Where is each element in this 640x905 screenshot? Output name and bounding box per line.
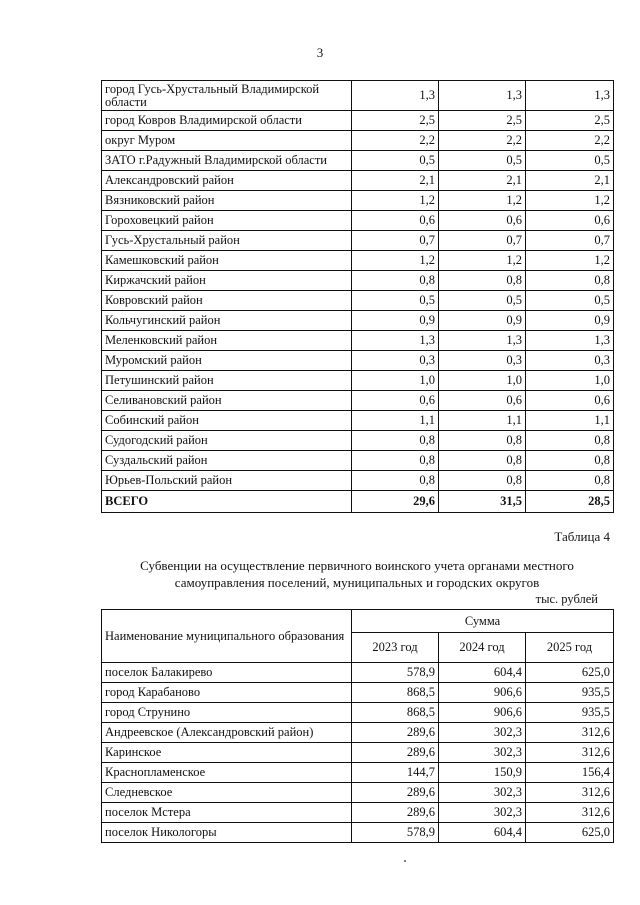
row-name-cell: Судогодский район [102,431,352,451]
row-value-2023: 0,8 [352,451,439,471]
total-label: ВСЕГО [102,491,352,513]
row-value-2023: 0,9 [352,311,439,331]
table-row [102,391,614,411]
row-value-2025: 1,0 [526,371,614,391]
row-name-cell: поселок Никологоры [102,823,352,843]
table-row [102,251,614,271]
row-name-cell: Вязниковский район [102,191,352,211]
table-row [102,471,614,491]
table-title: Субвенции на осуществление первичного воинского учета органами местного самоуправления поселений, муниципальных и городских округов [140,558,574,590]
row-value-2025: 0,3 [526,351,614,371]
row-value-2023: 289,6 [352,783,439,803]
table-row [102,371,614,391]
row-value-2024: 0,7 [439,231,526,251]
table-row [102,663,614,683]
row-value-2023: 2,5 [352,111,439,131]
total-value-2024: 31,5 [439,491,526,513]
row-name-cell: Собинский район [102,411,352,431]
row-name-cell: Муромский район [102,351,352,371]
row-name-cell: Александровский район [102,171,352,191]
row-value-2023: 2,2 [352,131,439,151]
row-name-cell: город Карабаново [102,683,352,703]
row-value-2024: 0,6 [439,211,526,231]
row-name-cell: Камешковский район [102,251,352,271]
row-value-2025: 312,6 [526,743,614,763]
row-value-2023: 1,3 [352,81,439,111]
row-name-cell: Киржачский район [102,271,352,291]
row-value-2023: 0,8 [352,271,439,291]
header-year-2025: 2025 год [526,633,614,663]
row-value-2023: 0,6 [352,211,439,231]
row-value-2025: 312,6 [526,803,614,823]
row-value-2025: 312,6 [526,783,614,803]
row-value-2024: 302,3 [439,783,526,803]
row-value-2024: 0,5 [439,291,526,311]
page-number: 3 [316,45,324,60]
table-row [102,431,614,451]
row-name-cell: город Гусь-Хрустальный Владимирской области [102,81,352,111]
table-row [102,723,614,743]
table-row [102,683,614,703]
row-value-2025: 0,9 [526,311,614,331]
row-value-2024: 0,6 [439,391,526,411]
row-value-2025: 625,0 [526,663,614,683]
row-value-2025: 156,4 [526,763,614,783]
table-row [102,151,614,171]
row-name-cell: Кольчугинский район [102,311,352,331]
table-row [102,451,614,471]
row-value-2023: 289,6 [352,723,439,743]
table-row [102,231,614,251]
units-label: тыс. рублей [535,592,598,606]
table-row [102,291,614,311]
row-name-cell: Андреевское (Александровский район) [102,723,352,743]
row-name-cell: Гороховецкий район [102,211,352,231]
table-caption: Таблица 4 [554,529,610,544]
row-value-2025: 0,6 [526,211,614,231]
row-value-2025: 1,2 [526,251,614,271]
row-value-2024: 1,2 [439,191,526,211]
header-year-2024: 2024 год [439,633,526,663]
row-name-cell: Ковровский район [102,291,352,311]
row-name-cell: Петушинский район [102,371,352,391]
table-row [102,803,614,823]
row-name-cell: Юрьев-Польский район [102,471,352,491]
row-value-2025: 625,0 [526,823,614,843]
row-value-2023: 578,9 [352,823,439,843]
row-value-2025: 2,1 [526,171,614,191]
row-value-2023: 0,5 [352,151,439,171]
row-value-2025: 1,3 [526,331,614,351]
row-value-2025: 0,7 [526,231,614,251]
row-value-2023: 1,3 [352,331,439,351]
table-row [102,763,614,783]
row-value-2024: 2,2 [439,131,526,151]
row-value-2024: 0,3 [439,351,526,371]
row-value-2024: 906,6 [439,703,526,723]
row-value-2025: 0,6 [526,391,614,411]
row-value-2024: 2,5 [439,111,526,131]
row-value-2025: 1,1 [526,411,614,431]
row-value-2025: 0,5 [526,151,614,171]
row-value-2023: 0,6 [352,391,439,411]
row-value-2024: 302,3 [439,803,526,823]
row-name-cell: Гусь-Хрустальный район [102,231,352,251]
subsidy-table-continued [101,80,614,513]
row-value-2024: 0,5 [439,151,526,171]
row-value-2024: 1,0 [439,371,526,391]
row-value-2024: 302,3 [439,723,526,743]
row-value-2023: 0,7 [352,231,439,251]
row-name-cell: Краснопламенское [102,763,352,783]
row-value-2023: 0,5 [352,291,439,311]
header-row [102,610,614,633]
table-row [102,823,614,843]
row-name-cell: город Ковров Владимирской области [102,111,352,131]
table-row [102,703,614,723]
row-value-2024: 1,3 [439,81,526,111]
row-value-2025: 312,6 [526,723,614,743]
total-row [102,491,614,513]
row-name-cell: Селивановский район [102,391,352,411]
table-row [102,171,614,191]
row-name-cell: поселок Балакирево [102,663,352,683]
row-value-2025: 1,3 [526,81,614,111]
row-value-2023: 289,6 [352,803,439,823]
row-value-2023: 578,9 [352,663,439,683]
row-value-2023: 1,1 [352,411,439,431]
row-name-cell: Меленковский район [102,331,352,351]
header-sum: Сумма [352,610,614,633]
row-value-2025: 0,8 [526,431,614,451]
row-value-2024: 150,9 [439,763,526,783]
row-value-2024: 604,4 [439,663,526,683]
total-value-2025: 28,5 [526,491,614,513]
table-row [102,351,614,371]
row-value-2024: 0,8 [439,451,526,471]
row-value-2023: 2,1 [352,171,439,191]
scan-speck [404,860,406,862]
row-value-2024: 2,1 [439,171,526,191]
row-value-2025: 2,2 [526,131,614,151]
row-value-2023: 0,3 [352,351,439,371]
table-row [102,743,614,763]
table-row [102,81,614,111]
row-value-2023: 1,2 [352,251,439,271]
row-name-cell: Следневское [102,783,352,803]
header-year-2023: 2023 год [352,633,439,663]
row-value-2025: 1,2 [526,191,614,211]
row-value-2023: 144,7 [352,763,439,783]
table-row [102,211,614,231]
total-value-2023: 29,6 [352,491,439,513]
row-value-2023: 1,2 [352,191,439,211]
row-name-cell: Каринское [102,743,352,763]
row-value-2024: 906,6 [439,683,526,703]
row-name-cell: ЗАТО г.Радужный Владимирской области [102,151,352,171]
row-value-2023: 0,8 [352,471,439,491]
table-row [102,131,614,151]
row-value-2023: 289,6 [352,743,439,763]
row-value-2023: 868,5 [352,683,439,703]
table-row [102,271,614,291]
row-value-2024: 0,8 [439,431,526,451]
header-name-column: Наименование муниципального образования [102,610,352,663]
row-value-2025: 0,5 [526,291,614,311]
military-registration-table [101,609,614,843]
row-value-2025: 935,5 [526,703,614,723]
row-value-2024: 1,1 [439,411,526,431]
row-value-2023: 0,8 [352,431,439,451]
row-value-2024: 302,3 [439,743,526,763]
row-name-cell: округ Муром [102,131,352,151]
table-row [102,311,614,331]
row-value-2024: 1,3 [439,331,526,351]
row-value-2024: 0,8 [439,471,526,491]
row-value-2024: 604,4 [439,823,526,843]
table-row [102,411,614,431]
row-value-2025: 935,5 [526,683,614,703]
row-value-2024: 1,2 [439,251,526,271]
table-row [102,331,614,351]
row-value-2024: 0,9 [439,311,526,331]
row-value-2025: 2,5 [526,111,614,131]
row-value-2023: 868,5 [352,703,439,723]
table-row [102,191,614,211]
row-value-2025: 0,8 [526,451,614,471]
row-value-2023: 1,0 [352,371,439,391]
row-value-2025: 0,8 [526,271,614,291]
row-name-cell: Суздальский район [102,451,352,471]
table-row [102,111,614,131]
row-name-cell: поселок Мстера [102,803,352,823]
row-name-cell: город Струнино [102,703,352,723]
row-value-2024: 0,8 [439,271,526,291]
row-value-2025: 0,8 [526,471,614,491]
table-row [102,783,614,803]
